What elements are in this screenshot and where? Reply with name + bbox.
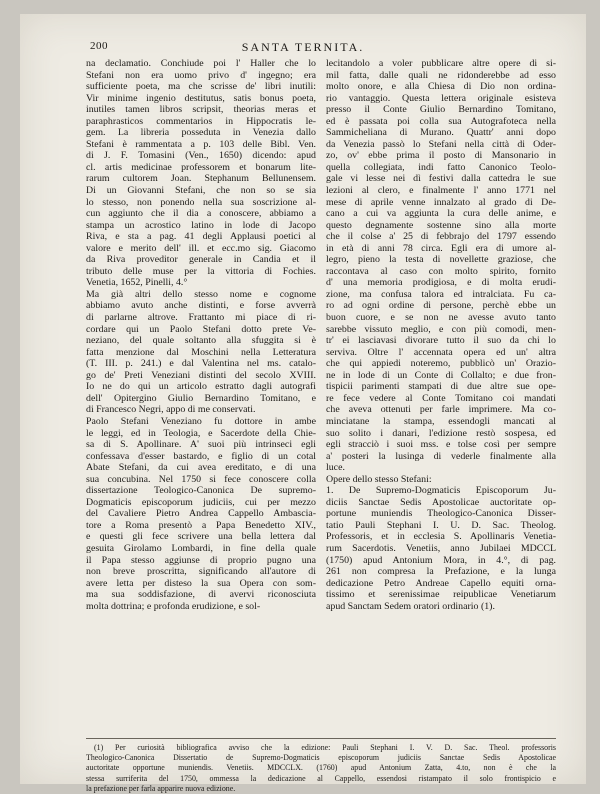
text-line: di J. F. Tomasini (Ven., 1650) dicendo: apud bbox=[86, 150, 316, 162]
text-line: cun aggiunto che il dia a conoscere, abbiamo a bbox=[86, 208, 316, 220]
text-line: che il colse a' 25 di febbrajo del 1797 essendo bbox=[326, 231, 556, 243]
text-line: rum Sacerdotis. Venetiis, anno Jubilaei MDCCL bbox=[326, 542, 556, 554]
text-line: sa di S. Apollinare. A' suoi più intrinseci egli bbox=[86, 439, 316, 451]
book-page bbox=[20, 14, 586, 793]
text-line: in età di anni 78 circa. Egli era di umore al- bbox=[326, 242, 556, 254]
text-line: lecitandolo a voler pubblicare altre opere di si- bbox=[326, 58, 556, 69]
text-line: tributo delle muse per la vittoria di Fochies. bbox=[86, 265, 316, 277]
text-line: cl. artis medicinae professorem et bonarum lite- bbox=[86, 161, 316, 173]
text-line: Vir minime ingenio destitutus, satis bonus poeta, bbox=[86, 92, 316, 104]
page-number: 200 bbox=[90, 40, 108, 52]
text-line: Venetia, 1652, Pinelli, 4.° bbox=[86, 277, 188, 289]
text-line: neziano, del quale soltanto alla sfuggita si è bbox=[86, 335, 316, 347]
text-line: questo degnamente sostenne sino alla morte bbox=[326, 219, 556, 231]
text-line: minciatane la stampa, essendogli mancati al bbox=[326, 415, 556, 427]
text-line: Theologico-Canonica Dissertatio de Supremo-Dogmaticis episcoporum judiciis Sanctae Sedis Apostolicae bbox=[86, 753, 556, 763]
text-line: Di un Giovanni Stefani, che non so se sia bbox=[86, 185, 316, 197]
text-line: stampa un acrostico latino in lode di Jacopo bbox=[86, 219, 316, 231]
text-line: valore e merito dell' ill. et ecc.mo sig. Giacomo bbox=[86, 242, 316, 254]
text-line: portune muniendis Theologico-Canonica Disser- bbox=[326, 508, 556, 520]
running-head: SANTA TERNITA. bbox=[241, 40, 365, 54]
text-line: Riva, e sta a pag. 41 degli Applausi poetici al bbox=[86, 231, 316, 243]
text-line: quella collegiata, indi fatto Canonico Teolo- bbox=[326, 161, 556, 173]
text-line: (T. III. p. 241.) e dal Valentina nel ms. catalo- bbox=[86, 358, 316, 370]
text-line: Opere dello stesso Stefani: bbox=[326, 473, 432, 485]
text-line: Sammicheliana di Murano. Quattr' anni dopo bbox=[326, 127, 556, 139]
text-line: Dogmaticis episcoporum judiciis, cui per mezzo bbox=[86, 496, 316, 508]
text-line: tissimo et serenissimae reipublicae Venetiarum bbox=[326, 589, 556, 601]
text-line: ne in lode di un Conte di Collalto; e due fron- bbox=[326, 369, 556, 381]
text-line: di parlarne altrove. Frattanto mi piace di ri- bbox=[86, 312, 316, 324]
text-line: da Venezia passò lo Stefani nella città di Oder- bbox=[326, 138, 556, 150]
text-line: rarum cultorem Joan. Stephanum Bellunensem. bbox=[86, 173, 316, 185]
text-line: lo stesso, non ponendo nella sua soscrizione al- bbox=[86, 196, 316, 208]
text-line: confessava d'esser bastardo, e figlio di un cotal bbox=[86, 450, 316, 462]
text-line: buon cuore, e se non ne avesse avuto tanto bbox=[326, 312, 556, 324]
text-line: stessa surriferita del 1750, ommessa la dedicazione al Cappello, essendosi ristampato il solo frontispicio e bbox=[86, 773, 556, 783]
text-line: apud Sanctam Sedem oratori ordinario (1). bbox=[326, 600, 495, 612]
text-line: inutiles tamen libros scripsit, theorias meras et bbox=[86, 104, 316, 116]
text-line: egli stracciò i suoi mss. e tolse così per sempre bbox=[326, 439, 556, 451]
text-line: zione, ma confusa talora ed intralciata. Fu ca- bbox=[326, 288, 556, 300]
text-line: il Papa stesso aggiunse di proprio pugno una bbox=[86, 554, 316, 566]
text-line: presso il Conte Giulio Bernardino Tomitano, bbox=[326, 104, 556, 116]
text-line: Abate Stefani, da cui avea ereditato, e di una bbox=[86, 462, 316, 474]
footnote-rule bbox=[86, 738, 556, 739]
right-text-column bbox=[326, 58, 556, 612]
text-line: a' posteri la lusinga di vederle finalmente alla bbox=[326, 450, 556, 462]
text-line: dissertazione Teologico-Canonica De supremo- bbox=[86, 485, 316, 497]
text-line: ro ad ogni ordine di persone, perchè ebbe un bbox=[326, 300, 556, 312]
text-line: paraphrasticos commentarios in Hippocratis le- bbox=[86, 115, 316, 127]
text-line: go de' Preti Veneziani distinti del secolo XVIII. bbox=[86, 369, 316, 381]
text-line: ed è passata poi colla sua Autografoteca nella bbox=[326, 115, 556, 127]
text-line: Stefani non era uomo privo d' ingegno; era bbox=[86, 69, 316, 81]
text-line: molto onore, e alla Chiesa di Dio non ordina- bbox=[326, 81, 556, 93]
text-line: fatta menzione dal Moschini nella Letteratura bbox=[86, 346, 316, 358]
text-line: 1. De Supremo-Dogmaticis Episcoporum Ju- bbox=[326, 485, 556, 497]
text-line: e questi gli fece scrivere una bella lettera dal bbox=[86, 531, 316, 543]
text-line: d' una memoria prodigiosa, e di molta erudi- bbox=[326, 277, 556, 289]
text-line: legro, pieno la testa di novellette graziose, che bbox=[326, 254, 556, 266]
text-line: la prefazione per farla apparire nuova edizione. bbox=[86, 783, 236, 793]
text-line: tispicii parimenti stampati di due altre sue ope- bbox=[326, 381, 556, 393]
text-line: che qui appiedi noteremo, pubblicò un' Orazio- bbox=[326, 358, 556, 370]
text-line: auctoritate opportune muniendis. Venetiis. MDCCLX. (1760) apud Antonium Zatta, 4.to, non è che la bbox=[86, 763, 556, 773]
text-line: cano a cui va aggiunta la cura delle anime, e bbox=[326, 208, 556, 220]
footnote bbox=[86, 743, 556, 794]
text-line: (1) Per curiosità bibliografica avviso che la edizione: Pauli Stephani I. V. D. Sac. Theol. professoris bbox=[94, 743, 556, 752]
text-line: molta dottrina; e profonda erudizione, e sol- bbox=[86, 600, 261, 612]
text-line: cordare qui un Paolo Stefani dotto prete Ve- bbox=[86, 323, 316, 335]
text-line: luce. bbox=[326, 462, 345, 474]
text-line: diciis Sanctae Sedis Apostolicae auctoritate op- bbox=[326, 496, 556, 508]
text-line: tore a Roma presentò a Papa Benedetto XIV., bbox=[86, 519, 316, 531]
text-line: sua concubina. Nel 1750 si fece conoscere colla bbox=[86, 473, 316, 485]
text-line: abbiamo avuto anche distinti, e forse avverrà bbox=[86, 300, 316, 312]
text-line: che aveva ottenuti per farle imprimere. Ma co- bbox=[326, 404, 556, 416]
text-line: Io ne do qui un articolo estratto dagli autografi bbox=[86, 381, 316, 393]
text-line: gesuita Girolamo Lombardi, in fine della quale bbox=[86, 542, 316, 554]
text-line: suo solito i danari, l'edizione restò sospesa, ed bbox=[326, 427, 556, 439]
text-line: na declamatio. Conchiude poi l' Haller che lo bbox=[86, 58, 316, 69]
text-line: sarebbe vissuto meglio, e con più comodi, men- bbox=[326, 323, 556, 335]
left-text-column bbox=[86, 58, 316, 612]
text-line: Paolo Stefani Veneziano fu dottore in ambe bbox=[86, 415, 316, 427]
text-line: Stefani è rammentata a p. 103 delle Bibl. Ven. bbox=[86, 138, 316, 150]
text-line: sufficiente poeta, ma che scrisse de' libri inutili: bbox=[86, 81, 316, 93]
text-line: del Cavaliere Pietro Andrea Cappello Ambascia- bbox=[86, 508, 316, 520]
text-line: non breve proscritta, significando all'autore di bbox=[86, 566, 316, 578]
text-line: le leggi, ed in Teologia, e Sacerdote della Chie- bbox=[86, 427, 316, 439]
text-line: zo, ov' ebbe prima il posto di Mansonario in bbox=[326, 150, 556, 162]
text-line: da Riva proveditor generale in Candia et il bbox=[86, 254, 316, 266]
text-line: avere letta per disteso la sua Opera con som- bbox=[86, 577, 316, 589]
text-line: rio vantaggio. Questa lettera originale esisteva bbox=[326, 92, 556, 104]
text-line: serviva. Oltre l' accennata opera ed un' altra bbox=[326, 346, 556, 358]
text-line: (1750) apud Antonium Mora, in 4.°, di pag. bbox=[326, 554, 556, 566]
text-line: tatio Pauli Stephani I. U. D. Sac. Theolog. bbox=[326, 519, 556, 531]
text-line: mese di aprile venne innalzato al grado di De- bbox=[326, 196, 556, 208]
text-line: Ma già altri dello stesso nome e cognome bbox=[86, 288, 316, 300]
text-line: re fece vedere al Conte Tomitano coi mandati bbox=[326, 392, 556, 404]
text-line: mil fatta, dalle quali ne ridonderebbe ad esso bbox=[326, 69, 556, 81]
text-line: Professoris, et in ecclesia S. Apollinaris Venetia- bbox=[326, 531, 556, 543]
text-line: 261 non compresa la Prefazione, e la lunga bbox=[326, 566, 556, 578]
page-header bbox=[20, 40, 586, 56]
text-line: di Francesco Negri, appo di me conservati. bbox=[86, 404, 256, 416]
text-line: dedicazione Petro Andreae Capello equiti orna- bbox=[326, 577, 556, 589]
text-line: dell' Opitergino Giulio Bernardino Tomitano, e bbox=[86, 392, 316, 404]
text-line: raccontava al caso con molto spirito, fornito bbox=[326, 265, 556, 277]
text-line: ma sua soddisfazione, di avervi riconosciuta bbox=[86, 589, 316, 601]
text-line: gem. La libreria posseduta in Venezia dallo bbox=[86, 127, 316, 139]
text-line: tr' ei lasciavasi divorare tutto il suo da chi lo bbox=[326, 335, 556, 347]
text-line: gale vi lesse nei dì festivi dalla cattedra le sue bbox=[326, 173, 556, 185]
text-line: lezioni al clero, e finalmente l' anno 1771 nel bbox=[326, 185, 556, 197]
